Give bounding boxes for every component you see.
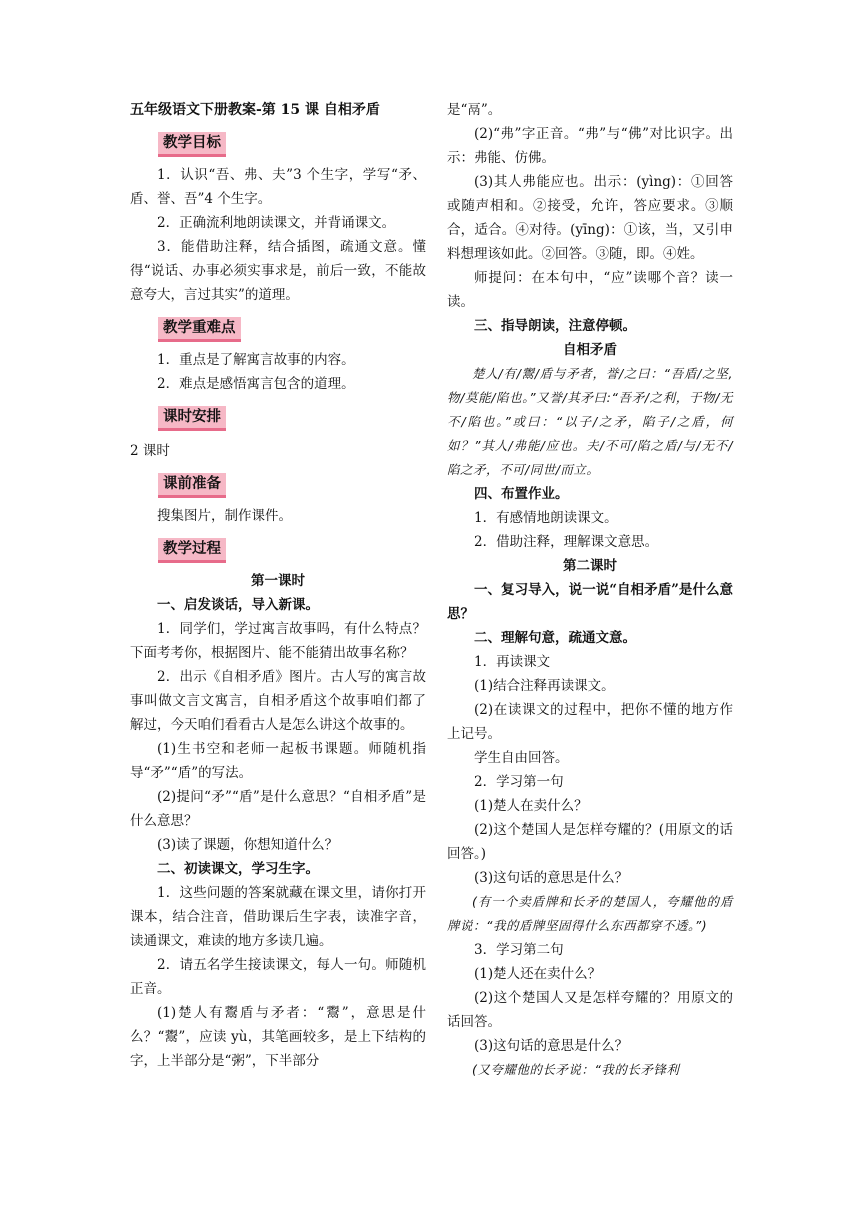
paragraph: 是“鬲”。	[447, 102, 502, 118]
step-heading: 一、启发谈话，导入新课。	[157, 597, 319, 613]
paragraph: 2．学习第一句	[474, 774, 564, 790]
paragraph: (3)这句话的意思是什么？	[474, 1038, 629, 1054]
section-tag-process: 教学过程	[158, 538, 226, 563]
answer-text: (有一个卖盾牌和长矛的楚国人，夸耀他的盾牌说：“我的盾牌坚固得什么东西都穿不透。”)	[447, 894, 733, 933]
step-heading: 一、复习导入，说一说“自相矛盾”是什么意思？	[447, 582, 733, 622]
lesson-heading: 第二课时	[563, 558, 617, 574]
answer-text: (又夸耀他的长矛说：“我的长矛锋利	[472, 1062, 680, 1077]
section-tag-key-points: 教学重难点	[158, 317, 241, 342]
paragraph: 1．再读课文	[474, 654, 551, 670]
paragraph: 1．这些问题的答案就藏在课文里，请你打开课本，结合注音，借助课后生字表，读准字音，读通课文，难读的地方多读几遍。	[130, 885, 426, 949]
left-column	[130, 98, 426, 1073]
paragraph: (2)在读课文的过程中，把你不懂的地方作上记号。	[447, 702, 733, 742]
step-heading: 二、初读课文，学习生字。	[157, 861, 319, 877]
paragraph: (2)这个楚国人是怎样夸耀的？(用原文的话回答。)	[447, 822, 733, 862]
key-item: 1．重点是了解寓言故事的内容。	[157, 352, 355, 368]
paragraph: (1)楚人还在卖什么？	[474, 966, 602, 982]
right-column	[447, 98, 733, 1082]
paragraph: (3)读了课题，你想知道什么？	[157, 837, 339, 853]
paragraph: (3)这句话的意思是什么？	[474, 870, 629, 886]
homework-item: 2．借助注释，理解课文意思。	[474, 534, 659, 550]
paragraph: (2)提问“矛”“盾”是什么意思？“自相矛盾”是什么意思？	[130, 789, 426, 829]
paragraph: (3)其人弗能应也。出示：(yìng)：①回答或随声相和。②接受，允许，答应要求。③顺合，适合。④对待。(yīng)：①该，当，又引申料想理该如此。②回答。③随，即。④姓。	[447, 174, 733, 262]
step-heading: 三、指导朗读，注意停顿。	[474, 318, 636, 334]
step-heading: 四、布置作业。	[474, 486, 569, 502]
poem-text: 楚人/有/鬻/盾与矛者，誉/之曰：“吾盾/之坚,物/莫能/陷也。”又誉/其矛曰:“吾矛/之利，于物/无不/陷也。”或曰：“以子/之矛，陷子/之盾，何如？”其人/弗能/应也。夫/不可/陷之盾/与/无不/陷之矛，不可/同世/而立。	[447, 366, 733, 477]
paragraph: (1)楚人有鬻盾与矛者：“鬻”，意思是什么？“鬻”，应读 yù，其笔画较多，是上下结构的字，上半部分是“粥”，下半部分	[130, 1005, 426, 1069]
section-tag-goals: 教学目标	[158, 132, 226, 157]
step-heading: 二、理解句意，疏通文意。	[474, 630, 636, 646]
section-tag-prep: 课前准备	[158, 473, 226, 498]
paragraph: 2．请五名学生接读课文，每人一句。师随机正音。	[130, 957, 426, 997]
goal-item: 3．能借助注释，结合插图，疏通文意。懂得“说话、办事必须实事求是，前后一致，不能故意夸大，言过其实”的道理。	[130, 239, 426, 303]
paragraph: 1．同学们，学过寓言故事吗，有什么特点？下面考考你，根据图片、能不能猜出故事名称？	[130, 621, 426, 661]
poem-title: 自相矛盾	[563, 342, 617, 358]
lesson-heading: 第一课时	[251, 573, 305, 589]
section-tag-schedule: 课时安排	[158, 406, 226, 431]
goal-item: 2．正确流利地朗读课文，并背诵课文。	[157, 215, 396, 231]
prep-text: 搜集图片，制作课件。	[157, 508, 292, 524]
homework-item: 1．有感情地朗读课文。	[474, 510, 618, 526]
paragraph: 3．学习第二句	[474, 942, 564, 958]
document-title: 五年级语文下册教案-第 15 课 自相矛盾	[130, 102, 380, 118]
paragraph: (2)“弗”字正音。“弗”与“佛”对比识字。出示：弗能、仿佛。	[447, 126, 733, 166]
goal-item: 1．认识“吾、弗、夫”3 个生字，学写“矛、盾、誉、吾”4 个生字。	[130, 167, 426, 207]
paragraph: (1)楚人在卖什么？	[474, 798, 588, 814]
schedule-text: 2 课时	[130, 443, 170, 459]
paragraph: 2．出示《自相矛盾》图片。古人写的寓言故事叫做文言文寓言，自相矛盾这个故事咱们都了解过，今天咱们看看古人是怎么讲这个故事的。	[130, 669, 426, 733]
paragraph: (1)结合注释再读课文。	[474, 678, 615, 694]
paragraph: 师提问：在本句中，“应”读哪个音？读一读。	[447, 270, 733, 310]
paragraph: (2)这个楚国人又是怎样夸耀的？用原文的话回答。	[447, 990, 733, 1030]
paragraph: 学生自由回答。	[474, 750, 569, 766]
key-item: 2．难点是感悟寓言包含的道理。	[157, 376, 355, 392]
paragraph: (1)生书空和老师一起板书课题。师随机指导“矛”“盾”的写法。	[130, 741, 426, 781]
